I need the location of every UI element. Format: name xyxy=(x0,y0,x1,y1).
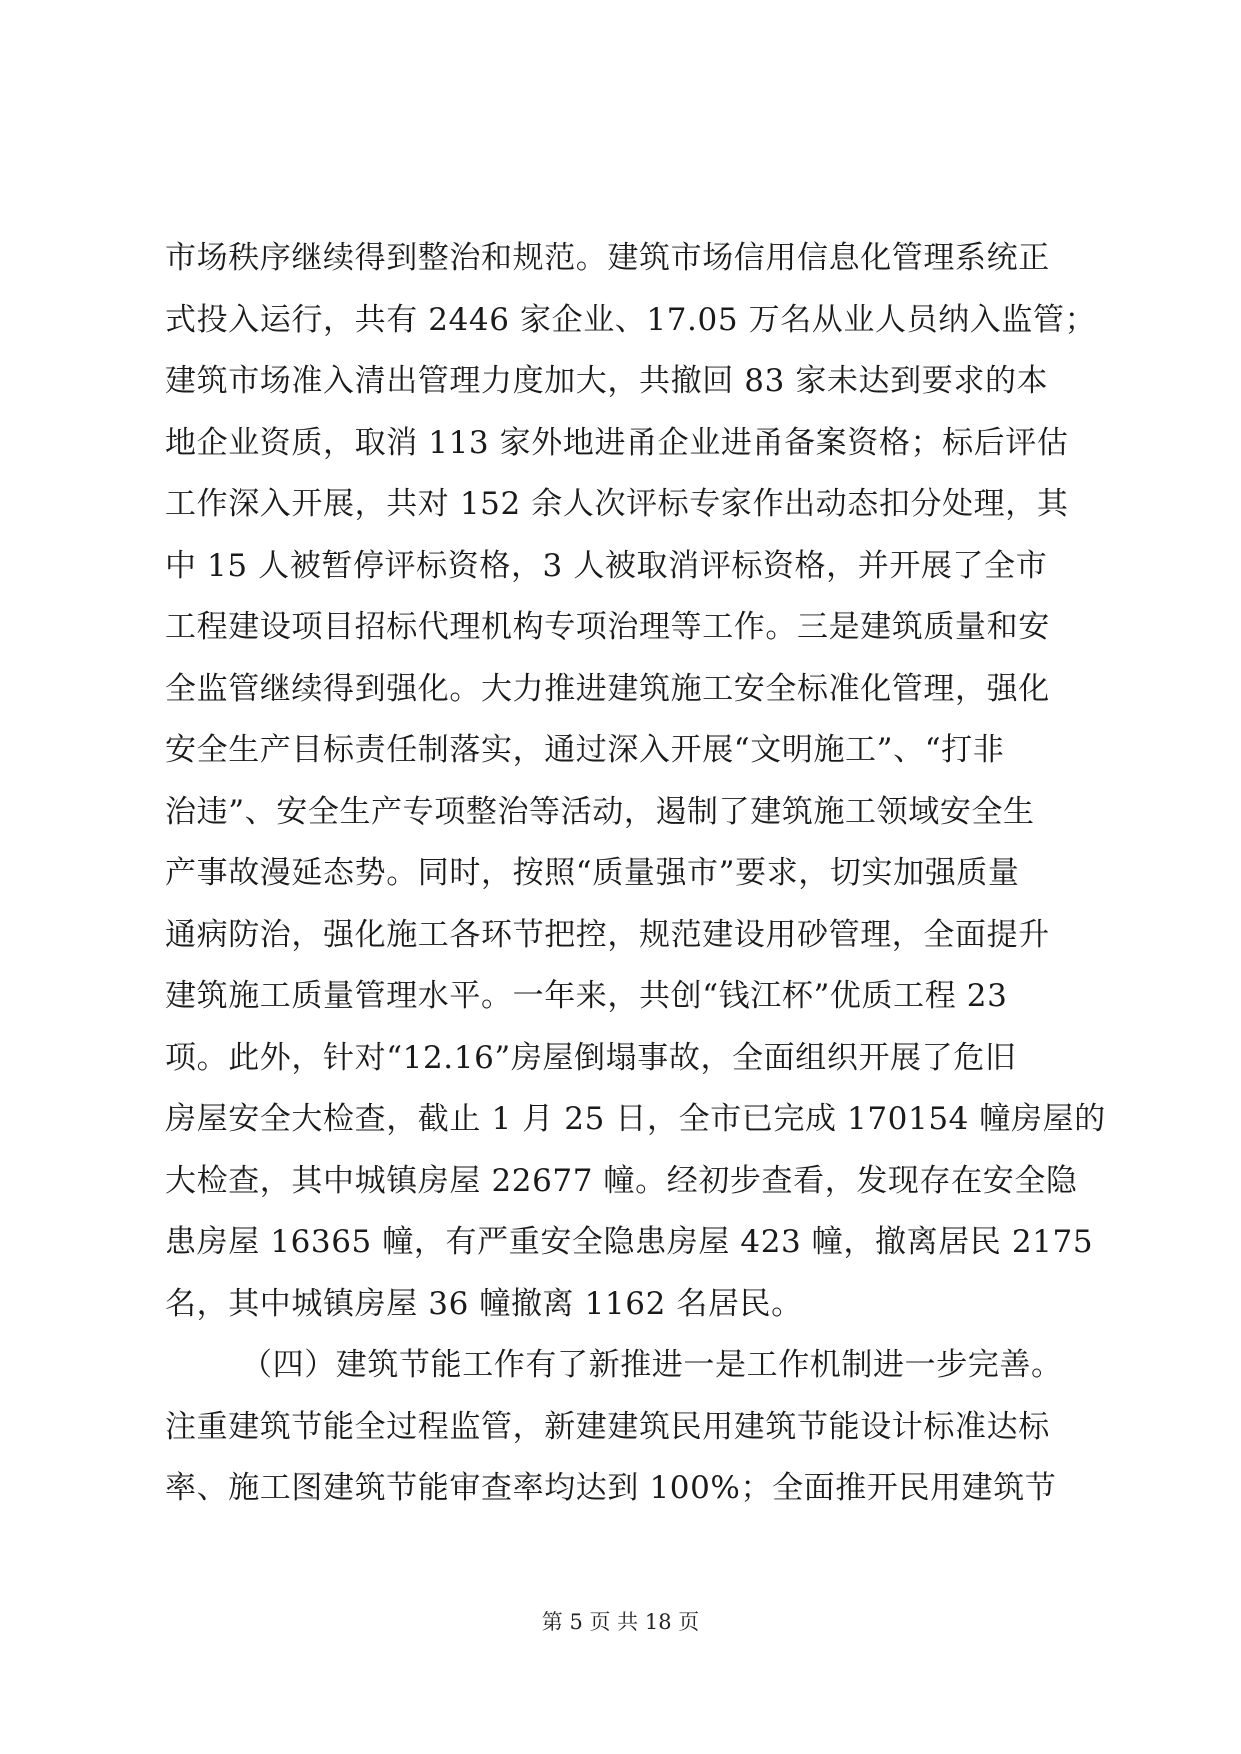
text-line: 市场秩序继续得到整治和规范。建筑市场信用信息化管理系统正 xyxy=(165,240,1050,276)
text-line: 注重建筑节能全过程监管，新建建筑民用建筑节能设计标准达标 xyxy=(165,1408,1050,1445)
text-line: 通病防治，强化施工各环节把控，规范建设用砂管理，全面提升 xyxy=(165,916,1050,953)
text-line: 患房屋 16365 幢，有严重安全隐患房屋 423 幢，撤离居民 2175 xyxy=(165,1224,1094,1260)
page-number-footer: 第 5 页 共 18 页 xyxy=(541,1610,700,1634)
text-line: 率、施工图建筑节能审查率均达到 100%；全面推开民用建筑节 xyxy=(165,1470,1057,1506)
text-line: 建筑市场准入清出管理力度加大，共撤回 83 家未达到要求的本 xyxy=(165,363,1049,399)
text-line: 建筑施工质量管理水平。一年来，共创“钱江杯”优质工程 23 xyxy=(165,978,1008,1014)
text-line: 大检查，其中城镇房屋 22677 幢。经初步查看，发现存在安全隐 xyxy=(165,1162,1078,1199)
text-line: 治违”、安全生产专项整治等活动，遏制了建筑施工领域安全生 xyxy=(165,793,1035,830)
text-line: 项。此外，针对“12.16”房屋倒塌事故，全面组织开展了危旧 xyxy=(165,1039,1017,1076)
text-line: 中 15 人被暂停评标资格，3 人被取消评标资格，并开展了全市 xyxy=(165,547,1048,584)
text-line: 式投入运行，共有 2446 家企业、17.05 万名从业人员纳入监管； xyxy=(165,301,1097,338)
text-line: 地企业资质，取消 113 家外地进甬企业进甬备案资格；标后评估 xyxy=(165,424,1069,461)
text-line: 工作深入开展，共对 152 余人次评标专家作出动态扣分处理，其 xyxy=(165,486,1069,522)
text-line: 房屋安全大检查，截止 1 月 25 日，全市已完成 170154 幢房屋的 xyxy=(165,1101,1106,1137)
section-heading-line: （四）建筑节能工作有了新推进一是工作机制进一步完善。 xyxy=(241,1347,1063,1383)
body-text xyxy=(165,228,1106,1520)
text-line: 安全生产目标责任制落实，通过深入开展“文明施工”、“打非 xyxy=(165,732,1005,768)
text-line: 名，其中城镇房屋 36 幢撤离 1162 名居民。 xyxy=(165,1285,803,1322)
text-line: 产事故漫延态势。同时，按照“质量强市”要求，切实加强质量 xyxy=(165,855,1020,891)
text-line: 全监管继续得到强化。大力推进建筑施工安全标准化管理，强化 xyxy=(165,670,1050,707)
text-line: 工程建设项目招标代理机构专项治理等工作。三是建筑质量和安 xyxy=(165,609,1050,645)
